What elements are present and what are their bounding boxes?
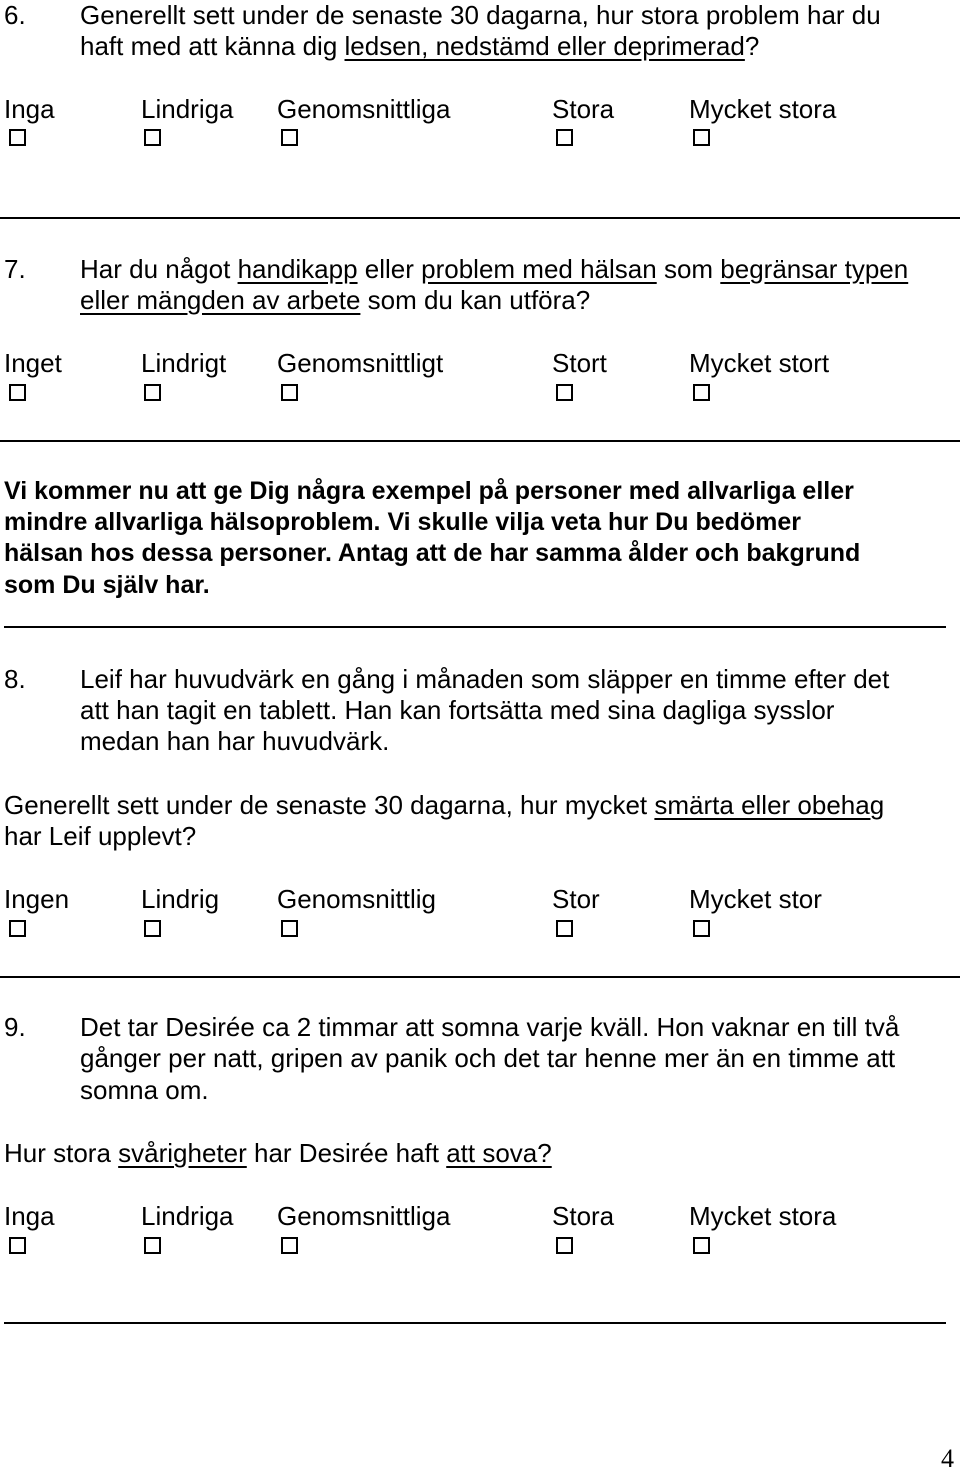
q8-text-line1: Leif har huvudvärk en gång i månaden som släpper en timme efter det [80,664,890,694]
q8-checkbox-3[interactable] [281,920,298,937]
q9-checkbox-3[interactable] [281,1237,298,1254]
q6-checkbox-4[interactable] [556,129,573,146]
q8-option-label-1: Ingen [4,884,70,914]
q8-ask-underlined: smärta eller obehag [654,790,885,820]
q6-option-label-1: Inga [4,94,55,124]
q9-option-label-2: Lindriga [141,1201,234,1231]
q6-text-underlined: ledsen, nedstämd eller deprimerad [344,31,745,61]
q7-text-line1 [80,254,908,285]
page-number: 4 [941,1444,954,1473]
q9-checkbox-1[interactable] [9,1237,26,1254]
q8-text-line2: att han tagit en tablett. Han kan fortsätta med sina dagliga sysslor [80,695,835,725]
separator-line [4,626,946,628]
q6-text-line2 [80,31,759,62]
separator-line [0,976,960,978]
q9-checkbox-2[interactable] [144,1237,161,1254]
q8-ask-pre: Generellt sett under de senaste 30 dagarna, hur mycket [4,790,655,820]
q7-checkbox-1[interactable] [9,384,26,401]
q7-option-label-2: Lindrigt [141,348,227,378]
q7-text-handikapp: handikapp [237,254,358,284]
q8-ask-line2: har Leif upplevt? [4,821,197,851]
q8-option-label-3: Genomsnittlig [277,884,436,914]
q7-text-e: som [656,254,721,284]
separator-line [4,1322,946,1324]
q9-checkbox-5[interactable] [693,1237,710,1254]
q9-text-line2: gånger per natt, gripen av panik och det tar henne mer än en timme att [80,1043,896,1073]
q6-text-post: ? [744,31,760,61]
q7-text-line2 [80,285,590,316]
q6-text-pre: haft med att känna dig [80,31,345,61]
q8-option-label-2: Lindrig [141,884,220,914]
q7-number: 7. [4,254,26,284]
q6-option-label-2: Lindriga [141,94,234,124]
q9-ask-a: Hur stora [4,1138,119,1168]
q7-text-problem: problem med hälsan [421,254,657,284]
q7-text-arbete: eller mängden av arbete [80,285,361,315]
q7-option-label-5: Mycket stort [689,348,830,378]
q9-ask-c: har Desirée haft [246,1138,447,1168]
q7-text-c: eller [357,254,422,284]
q8-option-label-5: Mycket stor [689,884,822,914]
q6-option-label-3: Genomsnittliga [277,94,451,124]
q7-text-post: som du kan utföra? [360,285,591,315]
q9-text-line3: somna om. [80,1075,209,1105]
q7-text-begransar: begränsar typen [720,254,909,284]
q6-number: 6. [4,0,26,30]
q8-option-label-4: Stor [552,884,600,914]
q8-ask-line1 [4,790,884,821]
q6-option-label-5: Mycket stora [689,94,837,124]
q9-ask-sova: att sova? [446,1138,552,1168]
q8-number: 8. [4,664,26,694]
q6-checkbox-2[interactable] [144,129,161,146]
q9-ask [4,1138,552,1169]
q9-option-label-5: Mycket stora [689,1201,837,1231]
intro-line1: Vi kommer nu att ge Dig några exempel på personer med allvarliga eller [4,477,854,505]
q7-option-label-1: Inget [4,348,62,378]
q9-number: 9. [4,1012,26,1042]
q7-checkbox-4[interactable] [556,384,573,401]
q7-option-label-4: Stort [552,348,607,378]
q9-option-label-4: Stora [552,1201,615,1231]
q9-option-label-1: Inga [4,1201,55,1231]
q9-option-label-3: Genomsnittliga [277,1201,451,1231]
separator-line [0,217,960,219]
intro-line2: mindre allvarliga hälsoproblem. Vi skulle vilja veta hur Du bedömer [4,508,802,536]
q8-checkbox-2[interactable] [144,920,161,937]
q9-ask-svarigheter: svårigheter [118,1138,247,1168]
q8-checkbox-4[interactable] [556,920,573,937]
q7-checkbox-5[interactable] [693,384,710,401]
q7-text-a: Har du något [80,254,238,284]
q7-checkbox-2[interactable] [144,384,161,401]
intro-line3: hälsan hos dessa personer. Antag att de har samma ålder och bakgrund [4,539,861,567]
q7-option-label-3: Genomsnittligt [277,348,444,378]
q9-checkbox-4[interactable] [556,1237,573,1254]
q6-checkbox-5[interactable] [693,129,710,146]
q6-option-label-4: Stora [552,94,615,124]
q8-checkbox-5[interactable] [693,920,710,937]
q8-checkbox-1[interactable] [9,920,26,937]
intro-line4: som Du själv har. [4,571,210,599]
separator-line [0,440,960,442]
q6-text-line1: Generellt sett under de senaste 30 dagarna, hur stora problem har du [80,0,881,30]
q9-text-line1: Det tar Desirée ca 2 timmar att somna varje kväll. Hon vaknar en till två [80,1012,900,1042]
q6-checkbox-1[interactable] [9,129,26,146]
q8-text-line3: medan han har huvudvärk. [80,726,390,756]
q7-checkbox-3[interactable] [281,384,298,401]
q6-checkbox-3[interactable] [281,129,298,146]
